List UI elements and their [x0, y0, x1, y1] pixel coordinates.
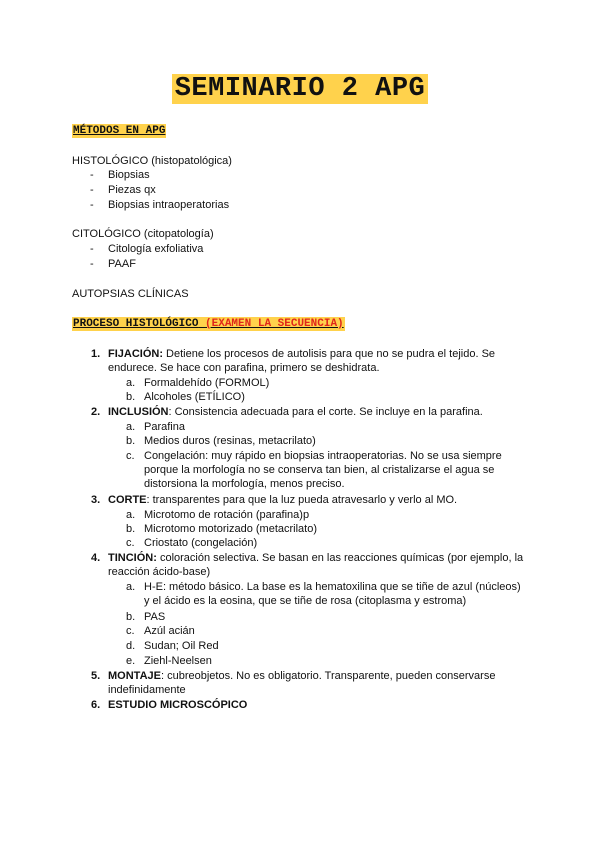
bullet-dash: -	[90, 199, 94, 211]
item-letter: d.	[126, 640, 136, 652]
list-item: Microtomo motorizado (metacrilato)	[144, 523, 317, 535]
step-text-cont: indefinidamente	[108, 684, 186, 696]
item-letter: a.	[126, 509, 136, 521]
list-item: Citología exfoliativa	[108, 243, 204, 255]
list-item: Criostato (congelación)	[144, 537, 258, 549]
step-estudio	[108, 698, 247, 712]
list-item: Microtomo de rotación (parafina)p	[144, 509, 310, 521]
step-title: MONTAJE	[108, 670, 161, 682]
item-letter: a.	[126, 421, 136, 433]
list-item: Biopsias	[108, 169, 150, 181]
metodos-heading: MÉTODOS EN APG	[73, 125, 166, 137]
list-item: Parafina	[144, 421, 185, 433]
list-item: Sudan; Oil Red	[144, 640, 219, 652]
list-item: Formaldehído (FORMOL)	[144, 377, 270, 389]
step-number: 4.	[91, 552, 101, 564]
step-text-cont: reacción ácido-base)	[108, 566, 211, 578]
title-wrap	[0, 74, 600, 104]
item-letter: b.	[126, 391, 136, 403]
step-corte	[108, 493, 457, 507]
step-text: : Consistencia adecuada para el corte. Se incluye en la parafina.	[168, 406, 483, 418]
autopsias-label: AUTOPSIAS CLÍNICAS	[72, 288, 189, 300]
item-letter: c.	[126, 537, 135, 549]
step-text-cont: endurece. Se hace con parafina, primero se deshidrata.	[108, 362, 380, 374]
item-letter: a.	[126, 377, 136, 389]
bullet-dash: -	[90, 169, 94, 181]
step-title: INCLUSIÓN	[108, 406, 169, 418]
item-letter: c.	[126, 625, 135, 637]
step-title: FIJACIÓN:	[108, 348, 163, 360]
list-item-cont: porque la morfología no se conserva tan bien, al cristalizarse el agua se	[144, 464, 495, 476]
list-item: PAAF	[108, 258, 136, 270]
page-title: SEMINARIO 2 APG	[172, 74, 429, 104]
step-text: coloración selectiva. Se basan en las reacciones químicas (por ejemplo, la	[156, 552, 524, 564]
step-title: CORTE	[108, 494, 147, 506]
step-number: 1.	[91, 348, 101, 360]
list-item: Congelación: muy rápido en biopsias intraoperatorias. No se usa siempre	[144, 450, 502, 462]
item-letter: c.	[126, 450, 135, 462]
list-item-cont: distorsiona la morfología, menos preciso.	[144, 478, 345, 490]
list-item: Piezas qx	[108, 184, 156, 196]
step-title: ESTUDIO MICROSCÓPICO	[108, 699, 248, 711]
item-letter: b.	[126, 523, 136, 535]
histologico-label: HISTOLÓGICO (histopatológica)	[72, 155, 232, 167]
step-inclusion	[108, 405, 483, 419]
bullet-dash: -	[90, 258, 94, 270]
step-text: : cubreobjetos. No es obligatorio. Transparente, pueden conservarse	[160, 670, 496, 682]
step-montaje	[108, 669, 495, 683]
list-item: PAS	[144, 611, 166, 623]
bullet-dash: -	[90, 184, 94, 196]
bullet-dash: -	[90, 243, 94, 255]
item-letter: e.	[126, 655, 136, 667]
item-letter: b.	[126, 435, 136, 447]
step-number: 2.	[91, 406, 101, 418]
citologico-label: CITOLÓGICO (citopatología)	[72, 228, 214, 240]
list-item: Azúl acián	[144, 625, 195, 637]
proceso-heading-text: PROCESO HISTOLÓGICO	[73, 318, 199, 330]
list-item: Ziehl-Neelsen	[144, 655, 212, 667]
step-text: Detiene los procesos de autolisis para que no se pudra el tejido. Se	[163, 348, 496, 360]
item-letter: a.	[126, 581, 136, 593]
list-item: Biopsias intraoperatorias	[108, 199, 230, 211]
step-text: : transparentes para que la luz pueda atravesarlo y verlo al MO.	[146, 494, 458, 506]
list-item: Medios duros (resinas, metacrilato)	[144, 435, 316, 447]
step-number: 5.	[91, 670, 101, 682]
list-item: H-E: método básico. La base es la hematoxilina que se tiñe de azul (núcleos)	[144, 581, 521, 593]
step-number: 3.	[91, 494, 101, 506]
step-tincion	[108, 551, 523, 565]
proceso-heading-note: (EXAMEN LA SECUENCIA)	[205, 318, 344, 330]
list-item-cont: y el ácido es la eosina, que se tiñe de rosa (citoplasma y estroma)	[144, 595, 467, 607]
step-number: 6.	[91, 699, 101, 711]
list-item: Alcoholes (ETÍLICO)	[144, 391, 245, 403]
step-title: TINCIÓN:	[108, 552, 157, 564]
proceso-heading	[72, 317, 345, 331]
step-fijacion	[108, 347, 495, 361]
item-letter: b.	[126, 611, 136, 623]
